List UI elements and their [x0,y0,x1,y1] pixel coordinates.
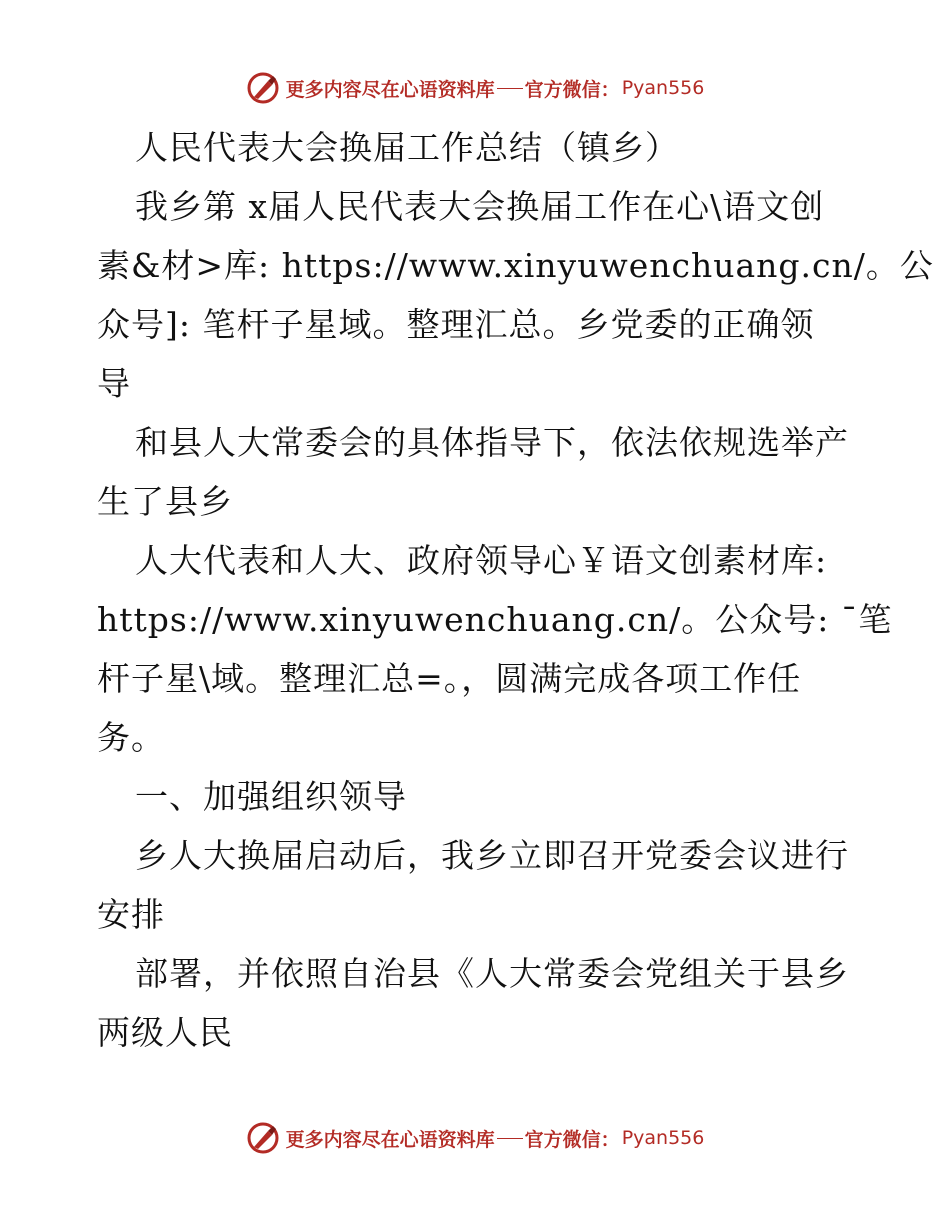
paragraph-line: 部署，并依照自治县《人大常委会党组关于县乡 [135,954,849,993]
footer-banner-text: 更多内容尽在心语资料库 [285,1128,495,1151]
document-title: 人民代表大会换届工作总结（镇乡） [135,128,679,167]
footer-banner-subtext: 官方微信： [524,1128,620,1151]
footer-banner [0,1118,950,1158]
paragraph-line: 导 [97,364,131,403]
paragraph-line: 杆子星\域。整理汇总=。，圆满完成各项工作任 [97,659,802,698]
paragraph-line: 人大代表和人大、政府领导心￥语文创素材库: [135,541,828,580]
header-banner [0,68,950,108]
paragraph-line: 素&材>库: https://www.xinyuwenchuang.cn/。公 [97,246,934,285]
paragraph-line: 两级人民 [97,1013,233,1052]
paragraph-line: 我乡第 x届人民代表大会换届工作在心\语文创 [135,187,825,226]
paragraph-line: 务。 [97,718,165,757]
document-body [97,118,934,1062]
paragraph-line: 安排 [97,895,165,934]
section-heading: 一、加强组织领导 [135,777,407,816]
paragraph-line: 乡人大换届启动后，我乡立即召开党委会议进行 [135,836,849,875]
footer-banner-id: Pyan556 [621,1127,705,1149]
header-banner-id: Pyan556 [621,77,705,99]
brand-logo-icon [246,71,280,105]
header-banner-divider [497,88,523,89]
footer-banner-divider [497,1138,523,1139]
brand-logo-icon [246,1121,280,1155]
paragraph-line: 生了县乡 [97,482,233,521]
header-banner-text: 更多内容尽在心语资料库 [285,78,495,101]
paragraph-line: 和县人大常委会的具体指导下，依法依规选举产 [135,423,849,462]
paragraph-line: https://www.xinyuwenchuang.cn/。公众号: ¯笔 [97,600,893,639]
header-banner-subtext: 官方微信： [524,78,620,101]
paragraph-line: 众号]: 笔杆子星域。整理汇总。乡党委的正确领 [97,305,815,344]
